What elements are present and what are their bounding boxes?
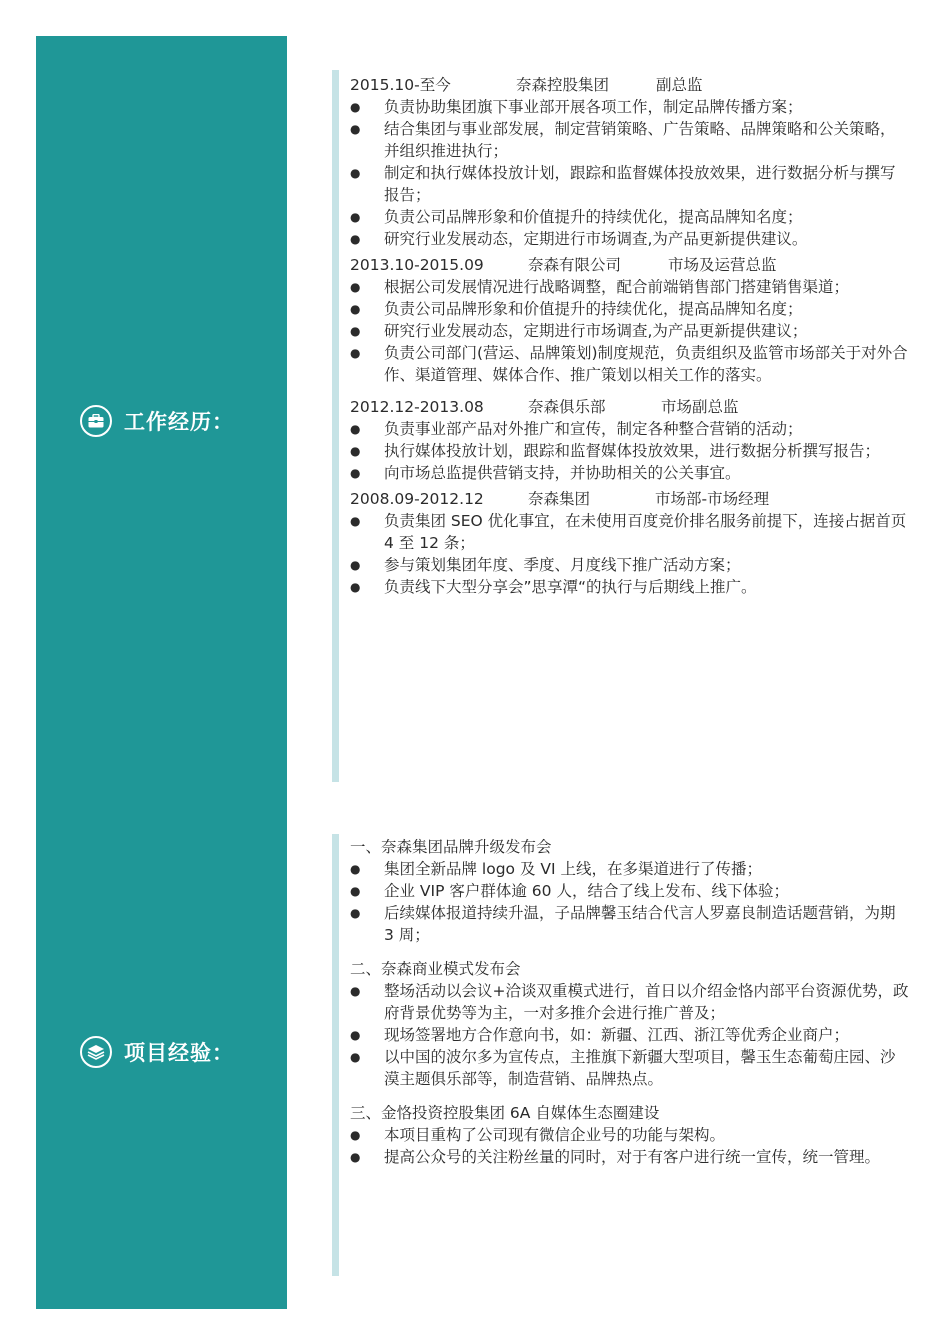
project-point: ● 集团全新品牌 logo 及 VI 上线，在多渠道进行了传播； (350, 858, 910, 880)
job-entry (350, 254, 910, 386)
job-entry (350, 396, 910, 484)
job-duty: ● 研究行业发展动态，定期进行市场调查,为产品更新提供建议； (350, 320, 910, 342)
job-duty: ● 制定和执行媒体投放计划，跟踪和监督媒体投放效果，进行数据分析与撰写报告； (350, 162, 910, 206)
job-duty: ● 向市场总监提供营销支持，并协助相关的公关事宜。 (350, 462, 910, 484)
job-duty: ● 负责公司品牌形象和价值提升的持续优化，提高品牌知名度； (350, 206, 910, 228)
job-duty: ● 负责公司品牌形象和价值提升的持续优化，提高品牌知名度； (350, 298, 910, 320)
project-point: ● 企业 VIP 客户群体逾 60 人，结合了线上发布、线下体验； (350, 880, 910, 902)
job-period: 2012.12-2013.08 (350, 398, 484, 416)
job-duty: ● 根据公司发展情况进行战略调整，配合前端销售部门搭建销售渠道； (350, 276, 910, 298)
project-title: 二、奈森商业模式发布会 (350, 960, 521, 978)
project-entry (350, 836, 910, 946)
job-duty: ● 负责线下大型分享会”思享潭“的执行与后期线上推广。 (350, 576, 910, 598)
project-point: ● 整场活动以会议+洽谈双重模式进行，首日以介绍金恪内部平台资源优势，政府背景优势等为主，一对多推介会进行推广普及； (350, 980, 910, 1024)
project-experience-list (350, 836, 910, 1180)
job-period: 2015.10-至今 (350, 76, 451, 94)
job-entry (350, 488, 910, 598)
job-duty: ● 负责事业部产品对外推广和宣传，制定各种整合营销的活动； (350, 418, 910, 440)
job-duty: ● 负责集团 SEO 优化事宜，在未使用百度竞价排名服务前提下，连接占据首页 4 至 12 条； (350, 510, 910, 554)
job-company: 奈森集团 (528, 490, 591, 508)
section-label-project (80, 1036, 234, 1068)
job-position: 副总监 (656, 76, 703, 94)
job-duty: ● 结合集团与事业部发展，制定营销策略、广告策略、品牌策略和公关策略，并组织推进执行； (350, 118, 910, 162)
job-header (350, 254, 910, 276)
briefcase-icon (80, 405, 112, 437)
project-divider-bar (332, 834, 339, 1276)
section-title-work: 工作经历： (124, 410, 234, 434)
job-entry (350, 74, 910, 250)
work-divider-bar (332, 70, 339, 782)
job-period: 2013.10-2015.09 (350, 256, 484, 274)
job-company: 奈森控股集团 (516, 76, 610, 94)
job-duty: ● 负责公司部门(营运、品牌策划)制度规范，负责组织及监管市场部关于对外合作、渠道管理、媒体合作、推广策划以相关工作的落实。 (350, 342, 910, 386)
job-header (350, 488, 910, 510)
job-duty: ● 研究行业发展动态，定期进行市场调查,为产品更新提供建议。 (350, 228, 910, 250)
project-point: ● 提高公众号的关注粉丝量的同时，对于有客户进行统一宣传，统一管理。 (350, 1146, 910, 1168)
job-duty: ● 参与策划集团年度、季度、月度线下推广活动方案； (350, 554, 910, 576)
section-title-project: 项目经验： (124, 1041, 234, 1065)
job-duty: ● 负责协助集团旗下事业部开展各项工作，制定品牌传播方案； (350, 96, 910, 118)
sidebar-panel (36, 36, 287, 1309)
layers-icon (80, 1036, 112, 1068)
project-point: ● 现场签署地方合作意向书，如：新疆、江西、浙江等优秀企业商户； (350, 1024, 910, 1046)
job-header (350, 74, 910, 96)
job-duty: ● 执行媒体投放计划，跟踪和监督媒体投放效果，进行数据分析撰写报告； (350, 440, 910, 462)
work-experience-list (350, 74, 910, 602)
job-company: 奈森俱乐部 (528, 398, 606, 416)
job-header (350, 396, 910, 418)
job-position: 市场部-市场经理 (655, 490, 770, 508)
job-position: 市场副总监 (661, 398, 739, 416)
project-title: 三、金恪投资控股集团 6A 自媒体生态圈建设 (350, 1104, 660, 1122)
project-point: ● 以中国的波尔多为宣传点，主推旗下新疆大型项目，馨玉生态葡萄庄园、沙漠主题俱乐部等，制造营销、品牌热点。 (350, 1046, 910, 1090)
job-period: 2008.09-2012.12 (350, 490, 484, 508)
project-entry (350, 1102, 910, 1168)
job-company: 奈森有限公司 (528, 256, 622, 274)
project-title: 一、奈森集团品牌升级发布会 (350, 838, 552, 856)
project-point: ● 本项目重构了公司现有微信企业号的功能与架构。 (350, 1124, 910, 1146)
job-position: 市场及运营总监 (668, 256, 777, 274)
project-entry (350, 958, 910, 1090)
project-point: ● 后续媒体报道持续升温，子品牌馨玉结合代言人罗嘉良制造话题营销，为期 3 周； (350, 902, 910, 946)
section-label-work (80, 405, 234, 437)
